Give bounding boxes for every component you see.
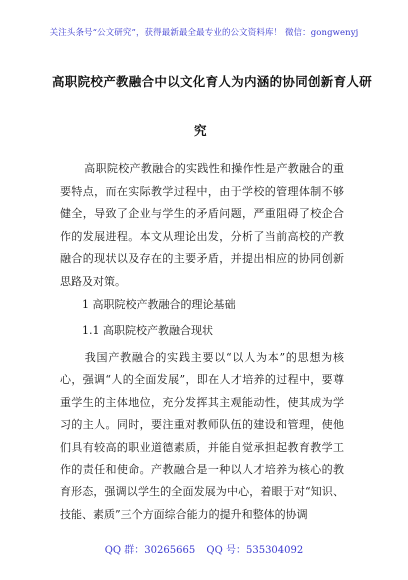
- qq-number-label: QQ 号：535304092: [206, 545, 304, 556]
- document-title-line-1: 高职院校产教融合中以文化育人为内涵的协同创新育人研: [52, 74, 373, 89]
- section-heading-1-1: 1.1 高职院校产教融合现状: [82, 324, 213, 337]
- body-text: 我国产教融合的实践主要以“以人为本”的思想为核心，强调“人的全面发展”，即在人才培养的过程中，要尊重学生的主体地位，充分发挥其主观能动性，使其成为学习的主人。同时，要注重对教师队伍的建设和管理，使他们具有较高的职业道德素质，并能自觉承担起教育教学工作的责任和使命。产教融合是一种以人才培养为核心的教育形态，强调以学生的全面发展为中心，着眼于对“知识、技能、素质”三个方面综合能力的提升和整体的协调: [60, 351, 344, 521]
- body-paragraph: [60, 347, 344, 526]
- qq-group-label: QQ 群：30265665: [104, 545, 196, 556]
- promo-header: 关注头条号“公文研究”，获得最新最全最专业的公文资料库！ 微信：gongwenyj: [49, 28, 359, 38]
- abstract-text: 高职院校产教融合的实践性和操作性是产教融合的重要特点，而在实际教学过程中，由于学校的管理体制不够健全，导致了企业与学生的矛盾问题，严重阻碍了校企合作的发展进程。本文从理论出发，分析了当前高校的产教融合的现状以及存在的主要矛盾，并提出相应的协同创新思路及对策。: [60, 162, 344, 288]
- contact-footer: [0, 541, 408, 556]
- abstract-paragraph: [60, 158, 344, 294]
- document-title-line-2: 究: [194, 123, 207, 138]
- section-heading-1: 1 高职院校产教融合的理论基础: [82, 298, 236, 311]
